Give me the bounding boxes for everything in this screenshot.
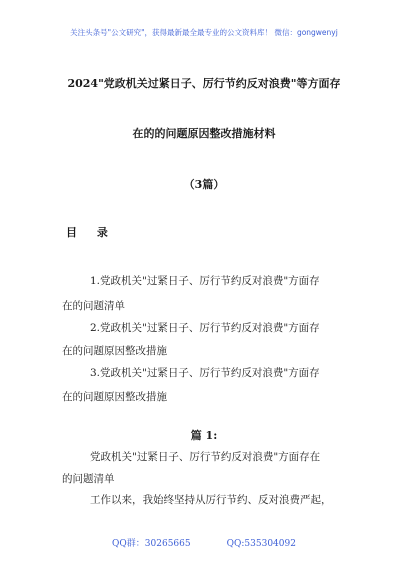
toc-item-1-line-2: 在的问题清单 <box>62 300 125 312</box>
document-title-line-2: 在的的问题原因整改措施材料 <box>132 127 276 140</box>
footer-qq-number: QQ:535304092 <box>226 539 296 549</box>
document-count: （3篇） <box>183 178 225 191</box>
footer-contact <box>0 536 408 549</box>
document-title-line-1: 2024"党政机关过紧日子、厉行节约反对浪费"等方面存 <box>67 77 341 90</box>
section-1-title-line-2: 的问题清单 <box>62 473 115 485</box>
toc-item-1-line-1: 1.党政机关"过紧日子、厉行节约反对浪费"方面存 <box>90 275 320 287</box>
toc-item-3-line-2: 在的问题原因整改措施 <box>62 391 167 403</box>
header-promo-note: 关注头条号"公文研究"，获得最新最全最专业的公文资料库！ 微信：gongwenyj <box>70 28 338 37</box>
section-1-heading: 篇 1: <box>190 429 218 442</box>
toc-item-2-line-2: 在的问题原因整改措施 <box>62 345 167 357</box>
toc-item-2-line-1: 2.党政机关"过紧日子、厉行节约反对浪费"方面存 <box>90 322 320 334</box>
section-1-title-line-1: 党政机关"过紧日子、厉行节约反对浪费"方面存在 <box>90 451 321 463</box>
section-1-paragraph-line-1: 工作以来，我始终坚持从厉行节约、反对浪费严起， <box>90 494 332 506</box>
toc-item-3-line-1: 3.党政机关"过紧日子、厉行节约反对浪费"方面存 <box>90 367 320 379</box>
toc-heading: 目 录 <box>66 226 116 239</box>
footer-qq-group: QQ群：30265665 <box>112 539 191 549</box>
